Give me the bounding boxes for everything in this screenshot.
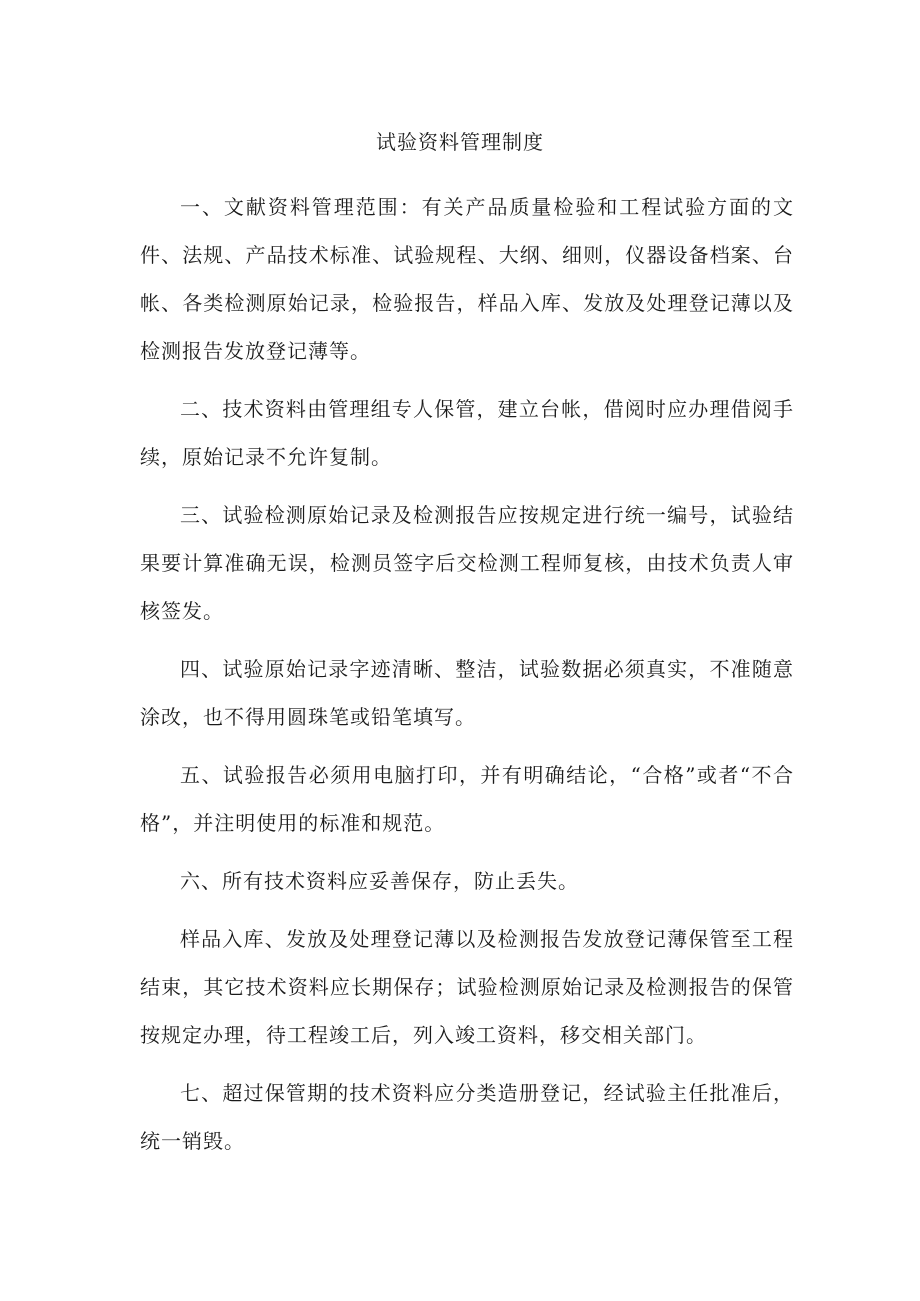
paragraph-3: 三、试验检测原始记录及检测报告应按规定进行统一编号，试验结果要计算准确无误，检测员签字后交检测工程师复核，由技术负责人审核签发。 — [140, 503, 794, 623]
paragraph-4: 四、试验原始记录字迹清晰、整洁，试验数据必须真实，不准随意涂改，也不得用圆珠笔或铅笔填写。 — [140, 657, 794, 729]
paragraph-1: 一、文献资料管理范围：有关产品质量检验和工程试验方面的文件、法规、产品技术标准、试验规程、大纲、细则，仪器设备档案、台帐、各类检测原始记录，检验报告，样品入库、发放及处理登记薄以及检测报告发放登记薄等。 — [140, 195, 794, 363]
paragraph-2: 二、技术资料由管理组专人保管，建立台帐，借阅时应办理借阅手续，原始记录不允许复制。 — [140, 397, 794, 469]
paragraph-6: 六、所有技术资料应妥善保存，防止丢失。 — [180, 869, 579, 893]
paragraph-5: 五、试验报告必须用电脑打印，并有明确结论，“合格”或者“不合格”，并注明使用的标准和规范。 — [140, 763, 794, 835]
paragraph-7: 样品入库、发放及处理登记薄以及检测报告发放登记薄保管至工程结束，其它技术资料应长期保存；试验检测原始记录及检测报告的保管按规定办理，待工程竣工后，列入竣工资料，移交相关部门。 — [140, 927, 794, 1047]
document-body — [140, 183, 794, 1175]
document-title: 试验资料管理制度 — [376, 130, 544, 154]
paragraph-8: 七、超过保管期的技术资料应分类造册登记，经试验主任批准后，统一销毁。 — [140, 1081, 794, 1153]
